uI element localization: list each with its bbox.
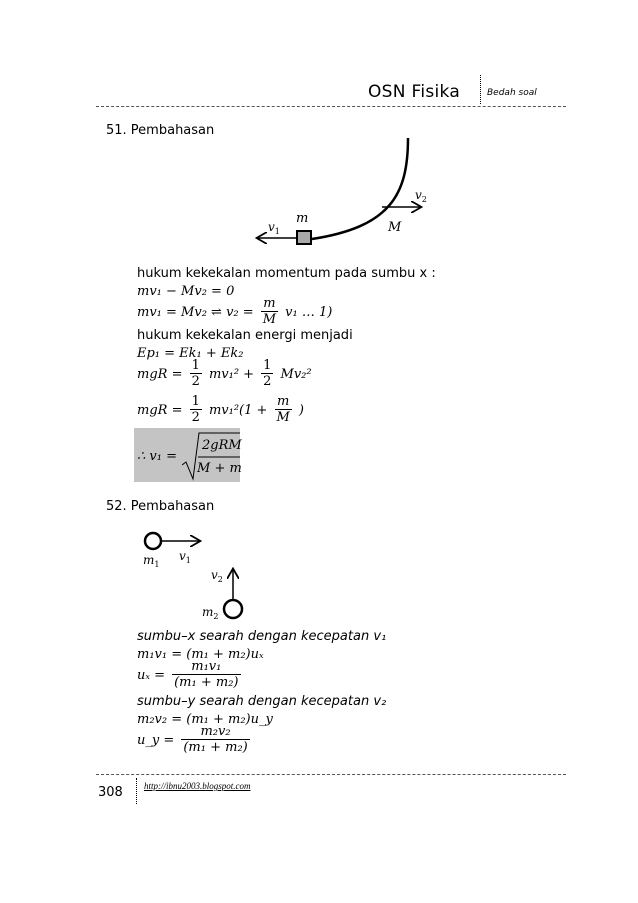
section-51-heading: 51. Pembahasan xyxy=(106,123,215,138)
label-v1: $v_1$ xyxy=(268,220,280,236)
figure-52 xyxy=(135,527,255,622)
ball-m1 xyxy=(145,533,161,549)
eq-momentum-2: mv₁ = Mv₂ ⇌ v₂ = $\frac{m}{M}$ v₁ … 1) xyxy=(137,296,333,327)
section-52-heading: 52. Pembahasan xyxy=(106,499,215,514)
ball-m2 xyxy=(224,600,242,618)
momentum-heading: hukum kekekalan momentum pada sumbu x : xyxy=(137,266,436,281)
header-rule xyxy=(96,106,566,107)
eq-energy-2: mgR = $\frac{1}{2}$ mv₁² + $\frac{1}{2}$ Mv₂² xyxy=(137,358,312,389)
eq-uy: u_y = $\frac{\text{m₂v₂}}{\text{(m₁ + m₂)}}$ xyxy=(137,724,248,755)
y-axis-heading: sumbu–y searah dengan kecepatan v₂ xyxy=(137,694,387,709)
label-v2-52: $v_2$ xyxy=(211,568,223,584)
header-divider xyxy=(480,75,481,104)
result-denominator: M + m xyxy=(197,461,242,476)
label-m1: $m_1$ xyxy=(143,553,160,569)
label-m2: $m_2$ xyxy=(202,605,219,621)
header-title: OSN Fisika xyxy=(368,82,461,102)
footer-url-link[interactable]: http://ibnu2003.blogspot.com xyxy=(144,781,251,791)
figure-51 xyxy=(250,135,450,250)
label-v1-52: $v_1$ xyxy=(179,549,191,565)
eq-momentum-1: mv₁ − Mv₂ = 0 xyxy=(137,284,235,299)
eq-energy-1: Ep₁ = Ek₁ + Ek₂ xyxy=(137,346,244,361)
label-m: m xyxy=(296,211,309,226)
eq-ux: uₓ = $\frac{\text{m₁v₁}}{\text{(m₁ + m₂)}}$ xyxy=(137,659,239,690)
header-subtitle: Bedah soal xyxy=(487,88,537,98)
footer-divider xyxy=(136,778,137,804)
result-lhs: ∴ v₁ = xyxy=(137,449,177,464)
eq-y-momentum: m₂v₂ = (m₁ + m₂)u_y xyxy=(137,712,273,727)
eq-energy-3: mgR = $\frac{1}{2}$ mv₁²(1 + $\frac{m}{M}$ ) xyxy=(137,394,304,425)
page-number: 308 xyxy=(98,785,123,800)
energy-heading: hukum kekekalan energi menjadi xyxy=(137,328,353,343)
footer-rule xyxy=(96,774,566,775)
label-M: M xyxy=(388,220,402,235)
result-numerator: 2gRM xyxy=(202,438,242,453)
eq-x-momentum: m₁v₁ = (m₁ + m₂)uₓ xyxy=(137,647,264,662)
x-axis-heading: sumbu–x searah dengan kecepatan v₁ xyxy=(137,629,387,644)
label-v2: $v_2$ xyxy=(415,188,427,204)
block-m xyxy=(297,231,311,244)
